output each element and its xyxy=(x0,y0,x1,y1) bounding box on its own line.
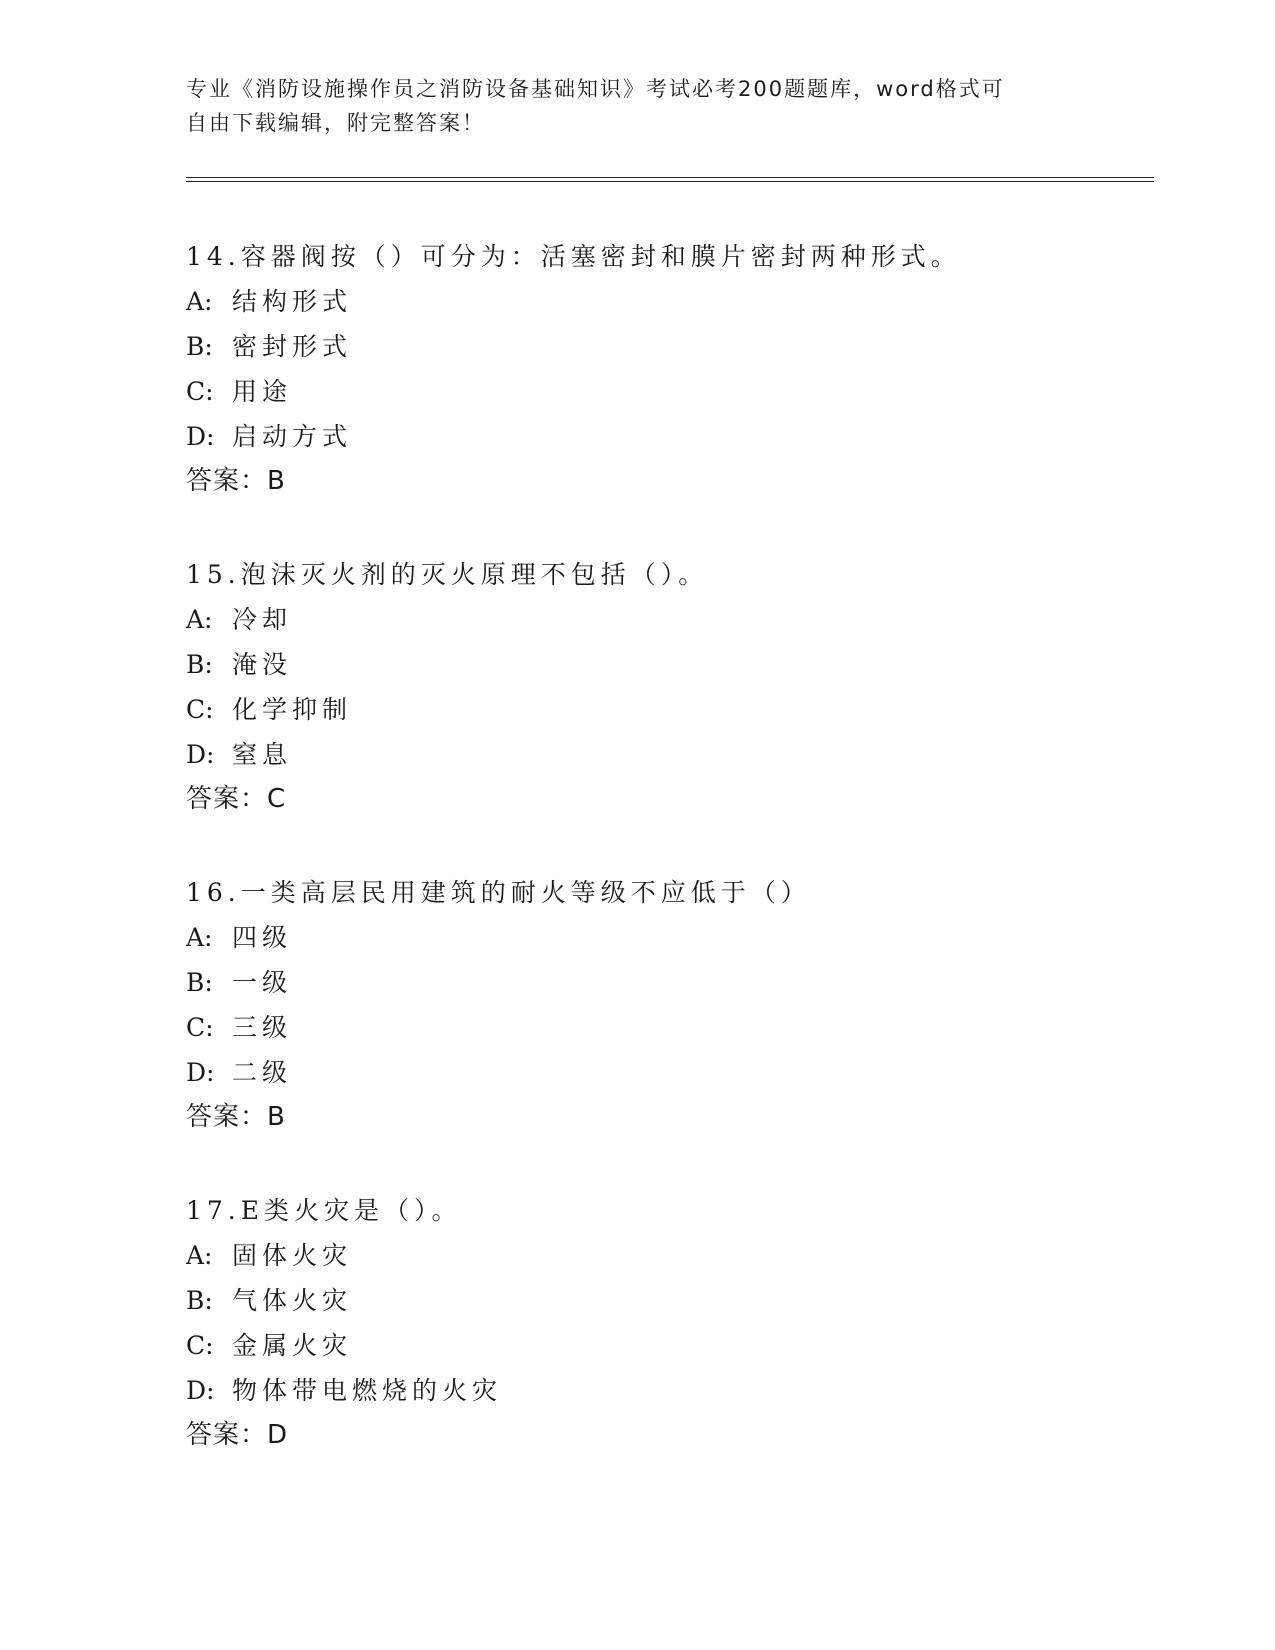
question-stem: 16.一类高层民用建筑的耐火等级不应低于（） xyxy=(186,878,811,907)
option-text: 结构形式 xyxy=(232,287,353,316)
option-d xyxy=(186,1050,1146,1095)
option-d xyxy=(186,414,1146,459)
header-line-1: 专业《消防设施操作员之消防设备基础知识》考试必考200题题库，word格式可 xyxy=(186,77,1005,101)
option-b xyxy=(186,324,1146,369)
header-divider-bottom xyxy=(186,181,1154,182)
option-c xyxy=(186,1323,1146,1368)
option-text: 启动方式 xyxy=(232,422,353,451)
option-letter: B: xyxy=(186,1286,213,1315)
question-14 xyxy=(186,234,1146,504)
answer-line: 答案：D xyxy=(186,1420,289,1450)
option-text: 密封形式 xyxy=(232,332,353,361)
option-letter: A: xyxy=(186,1241,213,1270)
option-letter: D: xyxy=(186,740,215,769)
document-header xyxy=(186,72,1066,140)
answer-line: 答案：B xyxy=(186,466,286,496)
option-text: 气体火灾 xyxy=(232,1286,353,1315)
option-text: 金属火灾 xyxy=(232,1331,353,1360)
option-letter: C: xyxy=(186,695,214,724)
question-16 xyxy=(186,870,1146,1140)
option-a xyxy=(186,1233,1146,1278)
question-15 xyxy=(186,552,1146,822)
option-letter: D: xyxy=(186,1376,215,1405)
option-letter: C: xyxy=(186,377,214,406)
option-text: 三级 xyxy=(232,1013,293,1042)
option-letter: B: xyxy=(186,332,213,361)
option-letter: A: xyxy=(186,287,213,316)
option-a xyxy=(186,597,1146,642)
option-text: 二级 xyxy=(232,1058,293,1087)
option-letter: C: xyxy=(186,1013,214,1042)
option-letter: A: xyxy=(186,923,213,952)
option-c xyxy=(186,1005,1146,1050)
header-divider-top xyxy=(186,177,1154,178)
answer-line: 答案：B xyxy=(186,1102,286,1132)
option-text: 四级 xyxy=(232,923,293,952)
option-b xyxy=(186,642,1146,687)
option-letter: C: xyxy=(186,1331,214,1360)
question-17 xyxy=(186,1188,1146,1458)
answer-line: 答案：C xyxy=(186,784,287,814)
option-letter: B: xyxy=(186,650,213,679)
option-text: 化学抑制 xyxy=(232,695,353,724)
option-text: 冷却 xyxy=(232,605,293,634)
option-text: 固体火灾 xyxy=(232,1241,353,1270)
option-a xyxy=(186,279,1146,324)
option-text: 用途 xyxy=(232,377,293,406)
option-a xyxy=(186,915,1146,960)
option-c xyxy=(186,369,1146,414)
option-b xyxy=(186,1278,1146,1323)
option-text: 一级 xyxy=(232,968,293,997)
option-text: 窒息 xyxy=(232,740,293,769)
header-line-2: 自由下载编辑，附完整答案！ xyxy=(186,111,485,135)
question-stem: 14.容器阀按（）可分为：活塞密封和膜片密封两种形式。 xyxy=(186,242,961,271)
option-text: 物体带电燃烧的火灾 xyxy=(232,1376,503,1405)
question-stem: 15.泡沫灭火剂的灭火原理不包括（）。 xyxy=(186,560,709,589)
question-stem: 17.E类火灾是（）。 xyxy=(186,1196,462,1225)
option-letter: D: xyxy=(186,1058,215,1087)
option-d xyxy=(186,1368,1146,1413)
option-letter: A: xyxy=(186,605,213,634)
option-text: 淹没 xyxy=(232,650,293,679)
option-letter: D: xyxy=(186,422,215,451)
option-c xyxy=(186,687,1146,732)
option-b xyxy=(186,960,1146,1005)
option-letter: B: xyxy=(186,968,213,997)
option-d xyxy=(186,732,1146,777)
